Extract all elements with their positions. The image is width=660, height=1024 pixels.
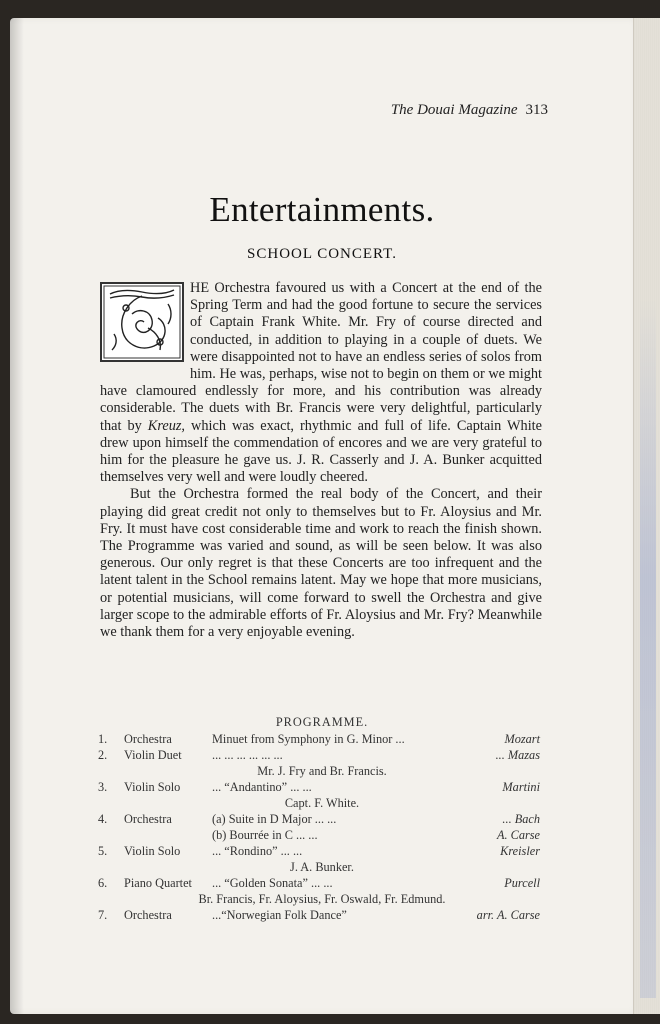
programme-item: 1. Orchestra Minuet from Symphony in G. Minor ... Mozart	[98, 732, 540, 746]
spine-shadow	[10, 18, 24, 1014]
programme-item: 4. Orchestra (a) Suite in D Major ... ... ... Bach	[98, 812, 540, 826]
programme-item: 2. Violin Duet ... ... ... ... ... ... ... Mazas	[98, 748, 540, 762]
section-title: SCHOOL CONCERT.	[247, 246, 397, 262]
article-body	[100, 280, 542, 641]
programme-item: 3. Violin Solo ... “Andantino” ... ... Martini	[98, 780, 540, 794]
programme-performer: J. A. Bunker.	[290, 860, 354, 874]
programme-item: 5. Violin Solo ... “Rondino” ... ... Kreisler	[98, 844, 540, 858]
programme	[92, 715, 552, 924]
programme-performer: Mr. J. Fry and Br. Francis.	[257, 764, 387, 778]
programme-item: (b) Bourrée in C ... ... A. Carse	[212, 828, 540, 842]
page-edges	[633, 18, 660, 1014]
paragraph-1: HE Orchestra favoured us with a Concert at the end of the Spring Term and had the good fortune to secure the services of Captain Frank White. Mr. Fry of course directed and conducted, in addition to playing in a couple of duets. We were disappointed not to have an endless series of solos from him. He was, perhaps, wise not to begin on them or we might have clamoured endlessly for more, and his contribution was already considerable. The duets with Br. Francis were very delightful, particularly that by Kreuz, which was exact, rhythmic and full of life. Captain White drew upon himself the commendation of encores and we are very grateful to him for the pleasure he gave us. J. R. Casserly and J. A. Bunker acquitted themselves very well and were loudly cheered.	[100, 280, 542, 486]
magazine-title: The Douai Magazine	[390, 102, 518, 118]
programme-item: 6. Piano Quartet ... “Golden Sonata” ... ... Purcell	[98, 876, 540, 890]
programme-title: PROGRAMME.	[275, 715, 369, 729]
programme-item: 7. Orchestra ...“Norwegian Folk Dance” arr. A. Carse	[98, 908, 540, 922]
programme-performer: Br. Francis, Fr. Aloysius, Fr. Oswald, Fr. Edmund.	[198, 892, 446, 906]
page-title: Entertainments.	[209, 190, 435, 229]
paragraph-2: But the Orchestra formed the real body of the Concert, and their playing did great credit not only to themselves but to Fr. Aloysius and Mr. Fry. It must have cost considerable time and work to reach the finish shown. The Programme was varied and sound, as will be seen below. It was also generous. Our only regret is that these Concerts are too infrequent and the latent talent in the School remains latent. May we hope that more musicians, or potential musicians, will come forward to swell the Orchestra and give larger scope to the admirable efforts of Fr. Aloysius and Mr. Fry? Meanwhile we thank them for a very enjoyable evening.	[100, 486, 542, 641]
page-number: 313	[525, 102, 548, 118]
running-header	[391, 102, 548, 119]
programme-performer: Capt. F. White.	[284, 796, 360, 810]
